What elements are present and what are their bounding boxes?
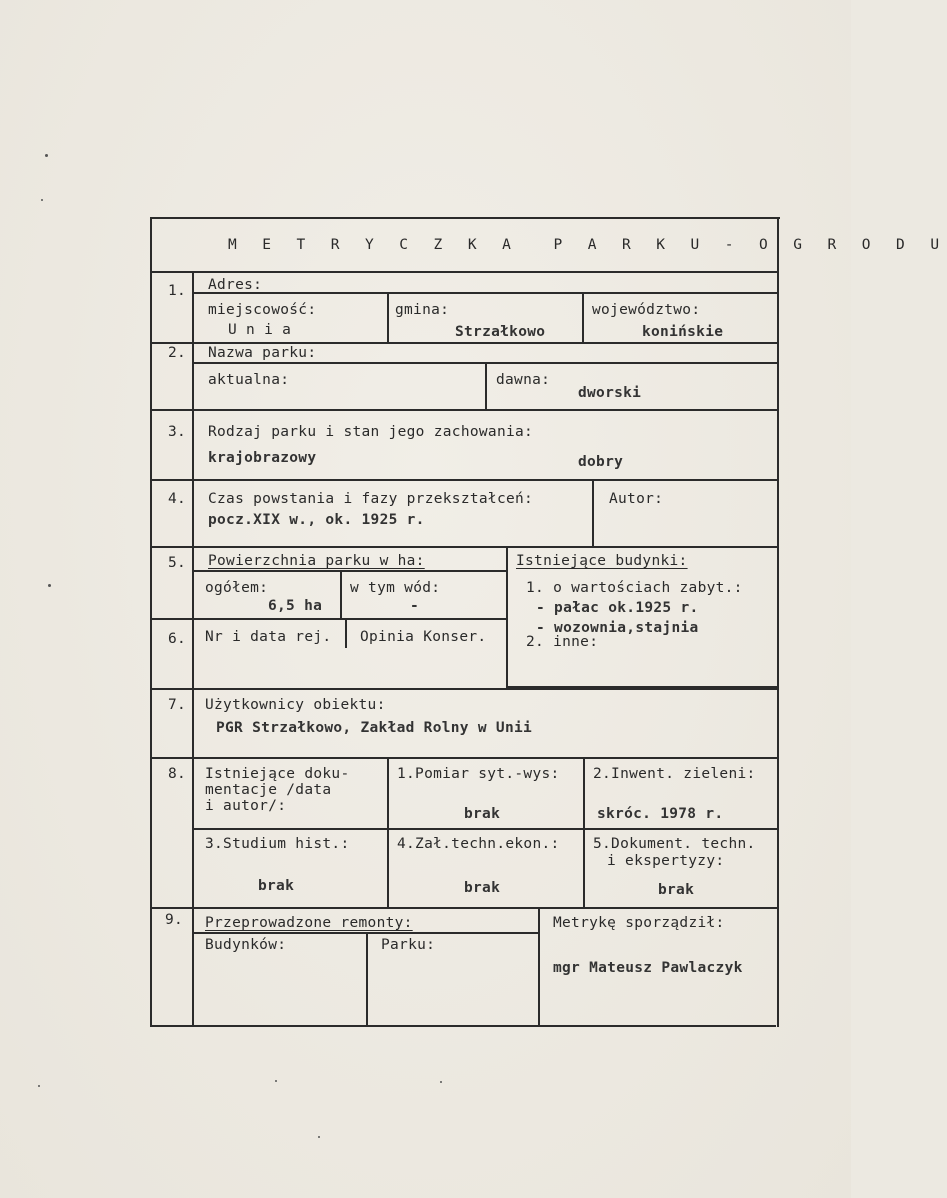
card-title: M E T R Y C Z K A P A R K U - O G R O D U <box>228 237 947 253</box>
powierzchnia-label: Powierzchnia parku w ha: <box>208 553 425 569</box>
section-number-4: 4. <box>168 491 187 507</box>
div-s9-a <box>538 907 540 1027</box>
studium-value: brak <box>258 878 295 894</box>
parku-label: Parku: <box>381 937 436 953</box>
wod-label: w tym wód: <box>350 580 441 596</box>
dawna-label: dawna: <box>496 372 551 388</box>
section-number-8: 8. <box>168 766 187 782</box>
dokumentacja-techn-label-2: i ekspertyzy: <box>607 853 725 869</box>
sporzadzil-value: mgr Mateusz Pawlaczyk <box>553 960 743 976</box>
div-s5-wod <box>340 570 342 620</box>
rule-s4 <box>150 479 779 481</box>
sporzadzil-label: Metrykę sporządził: <box>553 915 725 931</box>
gmina-label: gmina: <box>395 302 450 318</box>
section-number-9: 9. <box>165 912 184 928</box>
czas-powstania-label: Czas powstania i fazy przekształceń: <box>208 491 534 507</box>
rule-title <box>150 271 779 273</box>
wojewodztwo-value: konińskie <box>642 324 724 340</box>
rule-s5 <box>150 546 779 548</box>
pomiar-value: brak <box>464 806 501 822</box>
rule-s9 <box>150 907 779 909</box>
opinia-konserwatora-label: Opinia Konser. <box>360 629 487 645</box>
frame-right <box>777 217 779 1027</box>
ogolem-label: ogółem: <box>205 580 269 596</box>
stan-value: dobry <box>578 454 624 470</box>
ogolem-value: 6,5 ha <box>268 598 323 614</box>
number-column-divider <box>192 273 194 1027</box>
remonty-label: Przeprowadzone remonty: <box>205 915 413 931</box>
budynki-inne: 2. inne: <box>526 634 599 650</box>
dokumentacje-label-line-1: Istniejące doku- <box>205 766 350 782</box>
rule-adres <box>194 292 779 294</box>
gmina-value: Strzałkowo <box>455 324 546 340</box>
frame-bottom <box>150 1025 776 1027</box>
rule-s8 <box>150 757 779 759</box>
uzytkownicy-label: Użytkownicy obiektu: <box>205 697 386 713</box>
section-number-3: 3. <box>168 424 187 440</box>
div-s2 <box>485 362 487 410</box>
div-s1-a <box>387 292 389 344</box>
nazwa-parku-label: Nazwa parku: <box>208 345 317 361</box>
rule-s7 <box>150 688 779 690</box>
div-s8-a <box>387 757 389 909</box>
div-s9-b <box>366 932 368 1027</box>
zalozenia-value: brak <box>464 880 501 896</box>
dokumentacja-techn-value: brak <box>658 882 695 898</box>
wod-value: - <box>410 598 420 614</box>
section-number-6: 6. <box>168 631 187 647</box>
studium-label: 3.Studium hist.: <box>205 836 350 852</box>
section-number-5: 5. <box>168 555 187 571</box>
budynek-wozownia: - wozownia,stajnia <box>536 620 699 636</box>
div-s5-main <box>506 546 508 689</box>
budynki-label: Istniejące budynki: <box>516 553 688 569</box>
dokumentacje-label-line-2: mentacje /data <box>205 782 332 798</box>
czas-powstania-value: pocz.XIX w., ok. 1925 r. <box>208 512 425 528</box>
zalozenia-label: 4.Zał.techn.ekon.: <box>397 836 560 852</box>
aktualna-label: aktualna: <box>208 372 290 388</box>
rule-s2 <box>150 342 779 344</box>
nr-rejestru-label: Nr i data rej. <box>205 629 332 645</box>
section-number-7: 7. <box>168 697 187 713</box>
rule-powierzchnia <box>194 570 506 572</box>
rule-s6 <box>150 618 506 620</box>
budynki-zabytkowe: 1. o wartościach zabyt.: <box>526 580 743 596</box>
adres-label: Adres: <box>208 277 263 293</box>
uzytkownicy-value: PGR Strzałkowo, Zakład Rolny w Unii <box>216 720 533 736</box>
section-number-1: 1. <box>168 283 187 299</box>
pomiar-label: 1.Pomiar syt.-wys: <box>397 766 560 782</box>
rodzaj-value: krajobrazowy <box>208 450 317 466</box>
miejscowosc-value: U n i a <box>228 322 292 338</box>
section-number-2: 2. <box>168 345 187 361</box>
dokumentacja-techn-label-1: 5.Dokument. techn. <box>593 836 756 852</box>
frame-left <box>150 217 152 1027</box>
div-s1-b <box>582 292 584 344</box>
inwentaryzacja-label: 2.Inwent. zieleni: <box>593 766 756 782</box>
rule-s3 <box>150 409 779 411</box>
dawna-value: dworski <box>578 385 642 401</box>
inwentaryzacja-value: skróc. 1978 r. <box>597 806 724 822</box>
miejscowosc-label: miejscowość: <box>208 302 317 318</box>
budynkow-label: Budynków: <box>205 937 287 953</box>
frame-top <box>150 217 780 219</box>
autor-label: Autor: <box>609 491 664 507</box>
div-s6 <box>345 618 347 648</box>
dokumentacje-label-line-3: i autor/: <box>205 798 287 814</box>
wojewodztwo-label: województwo: <box>592 302 701 318</box>
budynek-palac: - pałac ok.1925 r. <box>536 600 699 616</box>
div-s4 <box>592 479 594 547</box>
rodzaj-label: Rodzaj parku i stan jego zachowania: <box>208 424 534 440</box>
rule-s8-mid <box>194 828 779 830</box>
div-s8-b <box>583 757 585 909</box>
